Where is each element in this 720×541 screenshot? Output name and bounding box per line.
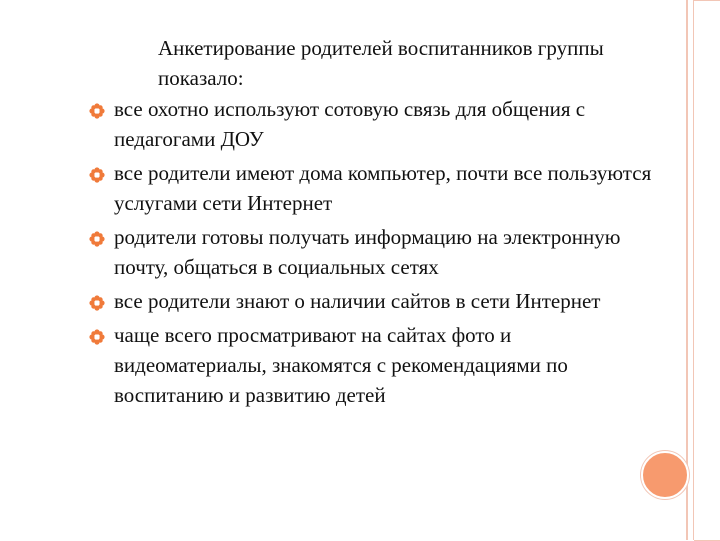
list-item: [92, 158, 652, 218]
flower-bullet-icon: [89, 329, 105, 345]
flower-bullet-icon: [89, 103, 105, 119]
list-item: [92, 94, 652, 154]
frame-corner-top: [694, 0, 720, 7]
list-item-text: все родители имеют дома компьютер, почти все пользуются услугами сети Интернет: [114, 161, 652, 215]
list-item-text: все родители знают о наличии сайтов в сети Интернет: [114, 289, 601, 313]
flower-bullet-icon: [89, 231, 105, 247]
frame-line-inner: [693, 0, 694, 540]
bullet-list: [92, 94, 652, 414]
list-item: [92, 222, 652, 282]
intro-text: Анкетирование родителей воспитанников группы показало:: [158, 36, 604, 90]
flower-bullet-icon: [89, 295, 105, 311]
list-item-text: родители готовы получать информацию на электронную почту, общаться в социальных сетях: [114, 225, 621, 279]
list-item: [92, 320, 652, 410]
frame-line-outer: [686, 0, 688, 540]
list-item-text: все охотно используют сотовую связь для общения с педагогами ДОУ: [114, 97, 586, 151]
list-item-text: чаще всего просматривают на сайтах фото и видеоматериалы, знакомятся с рекомендациями по воспитанию и развитию детей: [114, 323, 568, 407]
list-item: [92, 286, 652, 316]
decorative-circle: [641, 451, 689, 499]
flower-bullet-icon: [89, 167, 105, 183]
